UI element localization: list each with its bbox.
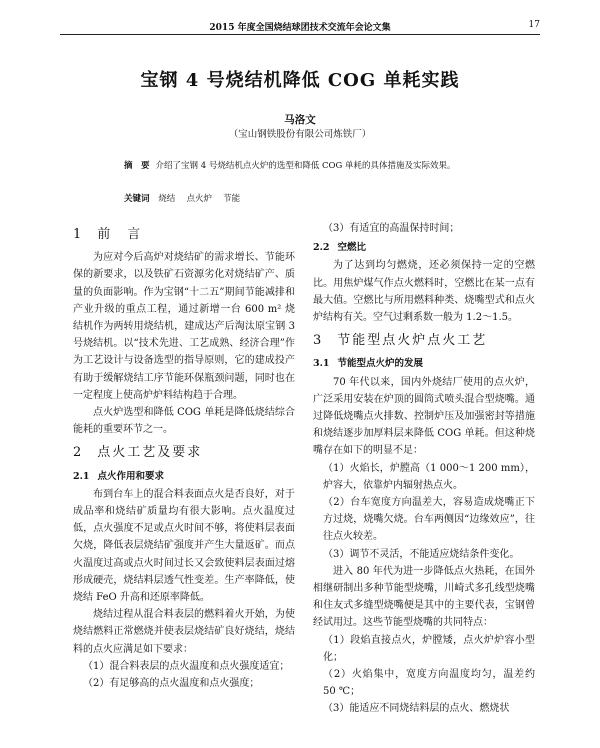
keyword: 点火炉 <box>186 194 212 204</box>
list-item: （1）火焰长，炉膛高（1 000～1 200 mm），炉容大，依靠炉内辐射热点火。 <box>323 462 535 491</box>
paragraph: 为了达到均匀燃烧，还必须保持一定的空燃比。用焦炉煤气作点火燃料时，空燃比在某一点有最大值。空燃比与所用燃料种类、烧嘴型式和点火炉结构有关。空气过剩系数一般为 1.2～1.5。 <box>313 260 535 324</box>
section-heading: 1 前 言 <box>73 227 143 242</box>
paragraph: 70 年代以来，国内外烧结厂使用的点火炉，广泛采用安装在炉顶的圆筒式喷头混合型烧嘴。通过降低烧嘴点火排数、控制炉压及加强密封等措施和烧结逐步加厚料层来降低 COG 单耗。但这种烧嘴存在如下的明显不足： <box>313 376 535 457</box>
affiliation: （宝山钢铁股份有限公司炼铁厂） <box>228 129 372 140</box>
running-header <box>60 20 540 35</box>
left-column <box>73 220 295 692</box>
conference-title: 2015 年度全国烧结球团技术交流年会论文集 <box>209 23 391 33</box>
paragraph: 点火炉选型和降低 COG 单耗是降低烧结综合能耗的重要环节之一。 <box>73 407 295 436</box>
subsection-heading: 3.1 节能型点火炉的发展 <box>313 358 424 370</box>
list-item: （2）台车宽度方向温差大，容易造成烧嘴正下方过烧，烧嘴欠烧。台车两侧因“边缘效应”，往往点火较差。 <box>323 497 535 543</box>
paragraph: 烧结过程从混合料表层的燃料着火开始，为使烧结燃料正常燃烧并使表层烧结矿良好烧结，烧结料的点火应满足如下要求： <box>73 609 295 655</box>
list-item: （1）段焰直接点火，炉膛矮，点火炉炉容小型化； <box>323 634 535 663</box>
list-item: （3）能适应不同烧结料层的点火、燃烧状 <box>323 703 510 715</box>
list-item: （3）调节不灵活，不能适应烧结条件变化。 <box>323 548 520 560</box>
subsection-heading: 2.2 空燃比 <box>313 242 367 254</box>
section-heading: 3 节能型点火炉点火工艺 <box>313 333 488 349</box>
keyword: 烧结 <box>158 194 176 204</box>
section-heading: 2 点火工艺及要求 <box>73 445 203 461</box>
page-number: 17 <box>528 20 540 30</box>
right-column <box>313 220 535 718</box>
list-item: （2）火焰集中，宽度方向温度均匀，温差约 50 ℃； <box>323 669 535 698</box>
list-item: （3）有适宜的高温保持时间； <box>323 223 460 234</box>
paragraph: 布到台车上的混合料表面点火是否良好，对于成品率和烧结矿质量均有很大影响。点火温度过低，点火强度不足或点火时间不够，将使料层表面欠烧，降低表层烧结矿强度并产生大量返矿。而点火温度过高或点火时间过长又会致使料层表面过熔形成硬壳，烧结料层透气性变差。生产率降低，使烧结 FeO 升高和还原率降低。 <box>73 488 295 604</box>
keyword: 节能 <box>223 194 241 204</box>
paragraph: 进入 80 年代为进一步降低点火热耗，在国外相继研制出多种节能型烧嘴，川崎式多孔线型烧嘴和住友式多缝型烧嘴便是其中的主要代表，宝钢曾经试用过。这些节能型烧嘴的共同特点： <box>313 565 535 629</box>
paper-title: 宝钢 4 号烧结机降低 COG 单耗实践 <box>140 70 460 91</box>
list-item: （2）有足够高的点火温度和点火强度； <box>83 678 260 690</box>
abstract-label: 摘 要 <box>124 161 150 171</box>
keywords-label: 关键词 <box>124 194 150 204</box>
author: 马洛文 <box>284 114 316 126</box>
abstract <box>124 160 480 173</box>
paragraph: 为应对今后高炉对烧结矿的需求增长、节能环保的新要求，以及铁矿石资源劣化对烧结矿产、质量的负面影响。作为宝钢“十二五”期间节能减排和产业升级的重点工程，通过新增一台 600 m² 烧结机作为两转用烧结机，建成达产后淘汰原宝钢 3 号烧结机。以“技术先进、工艺成熟、经济合理”作为工艺设计与设备选型的指导原则，它的建成投产有助于缓解烧结工序节能环保瓶颈问题，同时也在一定程度上使高炉炉料结构趋于合理。 <box>73 252 295 401</box>
list-item: （1）混合料表层的点火温度和点火强度适宜； <box>83 660 290 672</box>
abstract-text: 介绍了宝钢 4 号烧结机点火炉的选型和降低 COG 单耗的具体措施及实际效果。 <box>155 161 456 171</box>
keywords <box>124 192 480 204</box>
subsection-heading: 2.1 点火作用和要求 <box>73 470 165 482</box>
